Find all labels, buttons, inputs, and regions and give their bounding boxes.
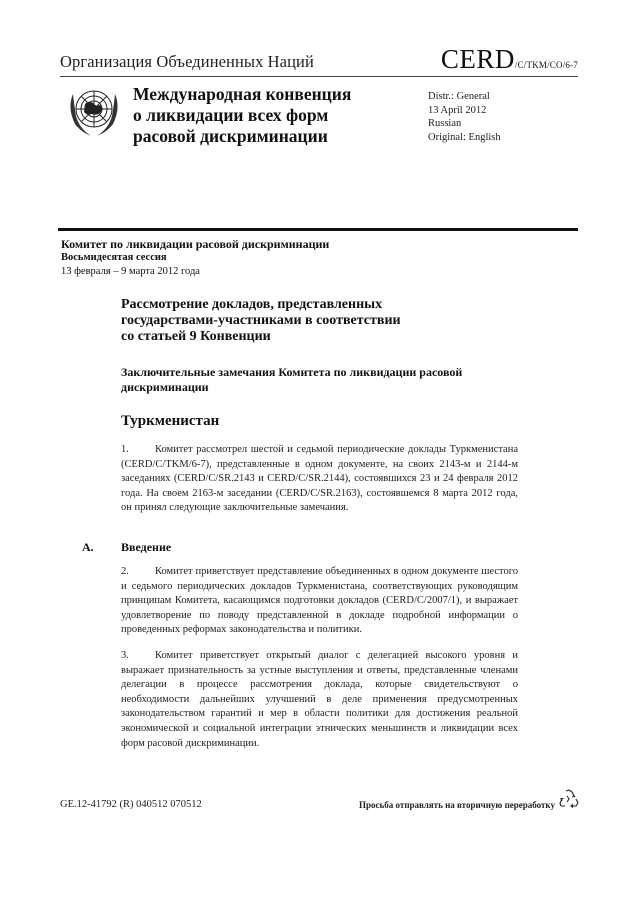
document-title: [121, 297, 541, 345]
section-letter: A.: [82, 540, 94, 554]
document-subtitle-line-1: Заключительные замечания Комитета по ликвидации расовой: [121, 365, 463, 379]
un-emblem-icon: [63, 80, 125, 142]
distribution-block: [428, 90, 501, 144]
convention-title: [133, 84, 351, 147]
organization-name: Организация Объединенных Наций: [60, 52, 314, 71]
paragraph-number: 3.: [121, 650, 129, 661]
session-name: Восьмидесятая сессия: [61, 252, 167, 263]
committee-block: [61, 237, 329, 279]
symbol-suffix: /C/TKM/CO/6-7: [514, 60, 578, 70]
recycle-icon: [558, 788, 580, 810]
original-language: Original: English: [428, 131, 501, 143]
country-heading: Туркменистан: [121, 413, 220, 429]
header-divider: [60, 76, 578, 77]
title-divider: [58, 228, 578, 231]
committee-name: Комитет по ликвидации расовой дискриминации: [61, 237, 330, 251]
document-title-line-1: Рассмотрение докладов, представленных: [121, 297, 383, 312]
document-code: GE.12-41792 (R) 040512 070512: [60, 799, 202, 810]
document-subtitle: [121, 365, 531, 395]
convention-title-line-3: расовой дискриминации: [133, 126, 328, 146]
section-title: Введение: [121, 540, 172, 554]
distribution-type: Distr.: General: [428, 91, 490, 102]
paragraph-text: Комитет приветствует представление объединенных в одном документе шестого и седьмого периодических докладов Туркменистана, соответствующих руководящим принципам Комитета, касающимся подготовки докладов (CERD/C/2007/1), и выражает удовлетворение по поводу представленной в докладе подробной информации о проведенных реформах законодательства и политики.: [121, 566, 518, 636]
document-subtitle-line-2: дискриминации: [121, 380, 209, 394]
paragraph-number: 2.: [121, 566, 129, 577]
distribution-date: 13 April 2012: [428, 104, 487, 116]
paragraph-3: [121, 649, 518, 751]
paragraph-1: [121, 443, 518, 516]
paragraph-text: Комитет приветствует открытый диалог с делегацией высокого уровня и выражает признательность за устные выступления и ответы, представленные членами делегации в процессе рассмотрения доклада, которые свидетельствуют о необходимости дальнейших улучшений в деле применения предусмотренных законодательством гарантий и мер в области политики для достижения реальной экономической и социальной интеграции этнических меньшинств и ликвидации всех форм расовой дискриминации.: [121, 650, 518, 749]
paragraph-2: [121, 565, 518, 638]
paragraph-number: 1.: [121, 444, 129, 455]
convention-title-line-1: Международная конвенция: [133, 84, 352, 104]
session-dates: 13 февраля – 9 марта 2012 года: [61, 266, 200, 277]
document-symbol: [441, 44, 578, 75]
paragraph-text: Комитет рассмотрел шестой и седьмой периодические доклады Туркменистана (CERD/C/TKM/6-7), представленные в одном документе, на своих 2143-м и 2144-м заседаниях (CERD/C/SR.2143 и CERD/C/SR.2144), состоявшихся 23 и 24 февраля 2012 года. На своем 2163-м заседании (CERD/C/SR.2163), состоявшемся 8 марта 2012 года, он принял следующие заключительные замечания.: [121, 444, 518, 514]
recycle-note: Просьба отправлять на вторичную переработку: [359, 800, 555, 810]
symbol-main: CERD: [440, 44, 515, 74]
document-title-line-3: со статьей 9 Конвенции: [121, 329, 271, 344]
document-title-line-2: государствами-участниками в соответствии: [121, 313, 401, 328]
convention-title-line-2: о ликвидации всех форм: [133, 105, 329, 125]
document-language: Russian: [428, 118, 462, 129]
